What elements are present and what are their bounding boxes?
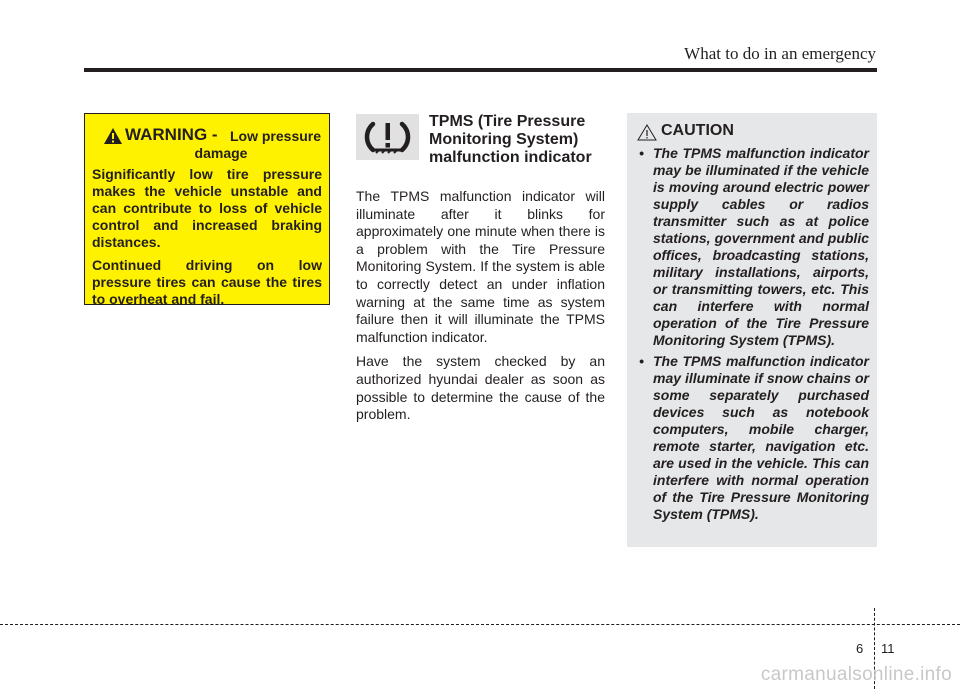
header-title: What to do in an emergency bbox=[684, 44, 876, 63]
tpms-section-title bbox=[429, 113, 619, 167]
warning-paragraph: Significantly low tire pressure makes the vehicle unstable and can contribute to loss of vehicle control and increased braking distances. bbox=[92, 166, 322, 250]
caution-item bbox=[637, 353, 869, 523]
warning-paragraph: Continued driving on low pressure tires can cause the tires to overheat and fail. bbox=[92, 257, 322, 307]
caution-triangle-icon bbox=[637, 124, 657, 141]
caution-item-text: The TPMS malfunction indicator may be illuminated if the vehicle is moving around electric power supply cables or radios transmitter such as at police stations, government and public offices, broadcasting stations, military installations, airports, or transmitting towers, etc. This can interfere with normal operation of the Tire Pressure Monitoring System (TPMS). bbox=[653, 145, 869, 348]
header-rule bbox=[84, 68, 877, 72]
caution-list bbox=[637, 145, 869, 523]
warning-header bbox=[92, 124, 322, 166]
tpms-paragraph: The TPMS malfunction indicator will illuminate after it blinks for approximately one minute when there is a problem with the Tire Pressure Monitoring System. If the system is able to correctly detect an under inflation warning at the same time as system failure then it will illuminate the TPMS malfunction indicator. bbox=[356, 188, 605, 345]
caution-header bbox=[637, 121, 869, 145]
tpms-body bbox=[356, 188, 605, 431]
chapter-number: 6 bbox=[856, 641, 864, 656]
tpms-warning-icon bbox=[356, 114, 419, 160]
warning-box bbox=[84, 113, 330, 305]
caution-label: CAUTION bbox=[661, 122, 734, 139]
watermark: carmanualsonline.info bbox=[760, 664, 952, 685]
page-number: 11 bbox=[881, 641, 895, 656]
caution-box bbox=[627, 113, 877, 547]
warning-triangle-icon bbox=[104, 128, 122, 144]
caution-item-text: The TPMS malfunction indicator may illuminate if snow chains or some separately purchased devices such as notebook computers, mobile charger, remote starter, navigation etc. are used in the vehicle. This can interfere with normal operation of the Tire Pressure Monitoring System (TPMS). bbox=[653, 353, 869, 522]
tpms-title-line: Monitoring System) bbox=[429, 131, 579, 148]
warning-subtitle-line2: damage bbox=[194, 145, 248, 161]
footer-divider bbox=[0, 624, 960, 625]
warning-subtitle-line1: Low pressure bbox=[230, 128, 322, 144]
bullet-icon: • bbox=[639, 145, 644, 161]
bullet-icon: • bbox=[639, 353, 644, 369]
warning-label: WARNING - bbox=[125, 125, 218, 144]
tpms-paragraph: Have the system checked by an authorized hyundai dealer as soon as possible to determine the cause of the problem. bbox=[356, 353, 605, 423]
tpms-title-line: TPMS (Tire Pressure bbox=[429, 113, 586, 130]
tpms-title-line: malfunction indicator bbox=[429, 149, 592, 166]
caution-item bbox=[637, 145, 869, 349]
